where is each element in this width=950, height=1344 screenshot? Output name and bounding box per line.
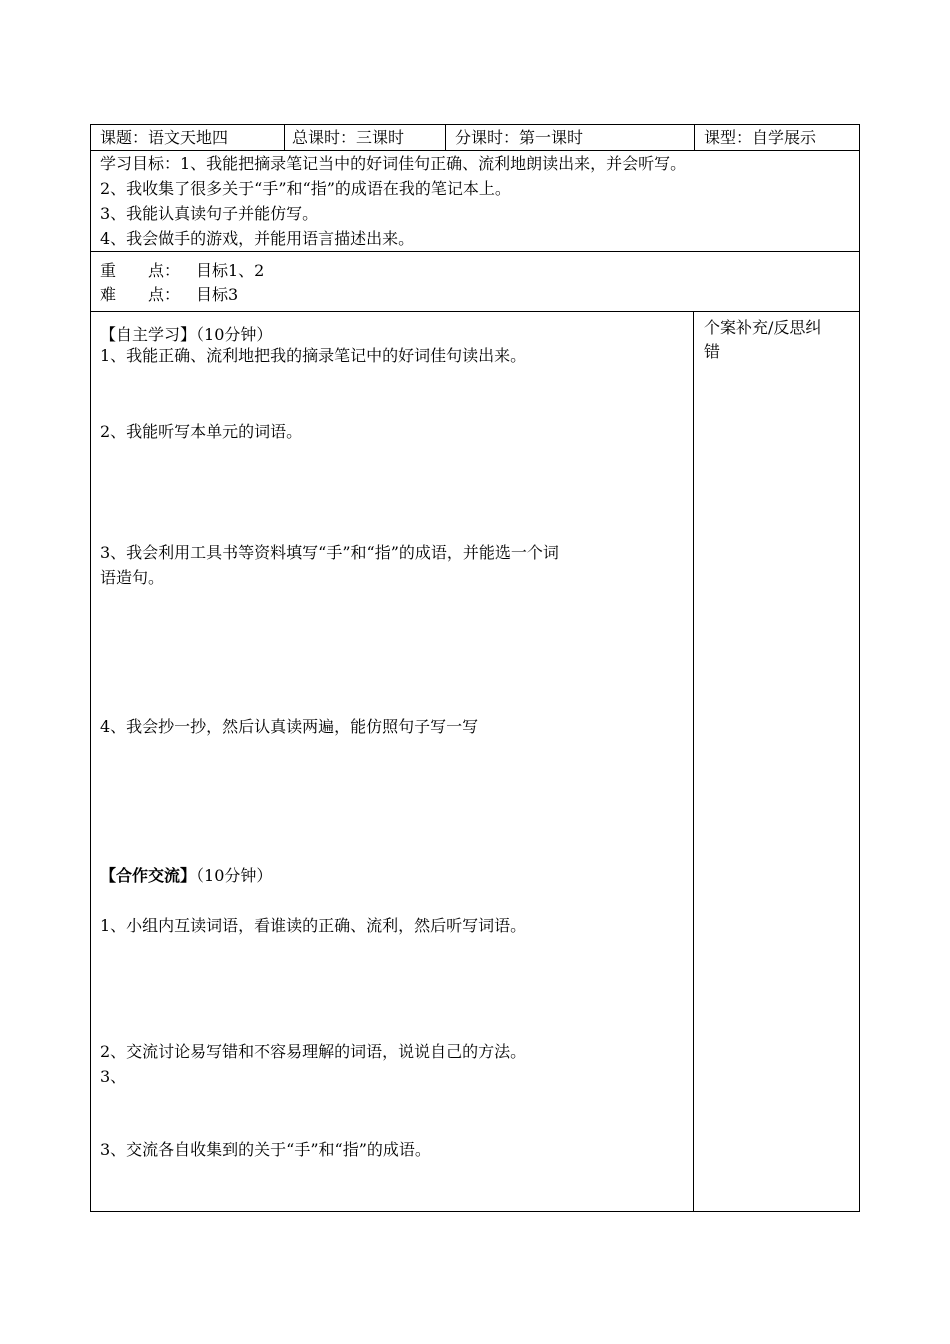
side-column-title-line1: 个案补充/反思纠 [704,318,822,337]
table-border-bottom [90,1211,860,1212]
self-study-q4: 4、我会抄一抄，然后认真读两遍，能仿照句子写一写 [100,717,479,736]
table-border-left [90,124,91,1212]
col-divider-2 [445,124,446,151]
key-point-label: 重 点： [100,261,181,280]
difficult-point-value: 目标3 [196,285,239,304]
goal-4: 4、我会做手的游戏，并能用语言描述出来。 [100,229,415,248]
self-study-q2: 2、我能听写本单元的词语。 [100,422,303,441]
row-divider-goals [90,251,860,252]
row-divider-header [90,150,860,151]
table-border-top [90,124,860,125]
self-study-time: （10分钟） [196,325,273,344]
cooperation-q1: 1、小组内互读词语，看谁读的正确、流利，然后听写词语。 [100,916,527,935]
header-topic: 课题：语文天地四 [100,128,229,147]
self-study-title: 【自主学习】 [100,325,197,344]
difficult-point-label: 难 点： [100,285,181,304]
goal-3: 3、我能认真读句子并能仿写。 [100,204,319,223]
header-sub-hours: 分课时：第一课时 [455,128,584,147]
cooperation-title: 【合作交流】 [100,866,197,885]
col-divider-3 [694,124,695,151]
col-divider-side [693,311,694,1212]
cooperation-q3-blank: 3、 [100,1067,127,1086]
key-point-value: 目标1、2 [196,261,265,280]
table-border-right [859,124,860,1212]
goal-2: 2、我收集了很多关于“手”和“指”的成语在我的笔记本上。 [100,179,511,198]
cooperation-time: （10分钟） [196,866,273,885]
row-divider-keypoints [90,311,860,312]
header-total-hours: 总课时：三课时 [292,128,405,147]
header-lesson-type: 课型：自学展示 [704,128,817,147]
cooperation-heading [100,866,272,886]
cooperation-q2: 2、交流讨论易写错和不容易理解的词语，说说自己的方法。 [100,1042,527,1061]
self-study-q3-line1: 3、我会利用工具书等资料填写“手”和“指”的成语，并能选一个词 [100,543,559,562]
cooperation-q3: 3、交流各自收集到的关于“手”和“指”的成语。 [100,1140,431,1159]
goal-1: 学习目标：1、我能把摘录笔记当中的好词佳句正确、流利地朗读出来，并会听写。 [100,154,687,173]
self-study-q3-line2: 语造句。 [100,568,165,587]
self-study-heading [100,325,272,345]
self-study-q1: 1、我能正确、流利地把我的摘录笔记中的好词佳句读出来。 [100,346,527,365]
side-column-title-line2: 错 [704,342,721,361]
col-divider-1 [284,124,285,151]
